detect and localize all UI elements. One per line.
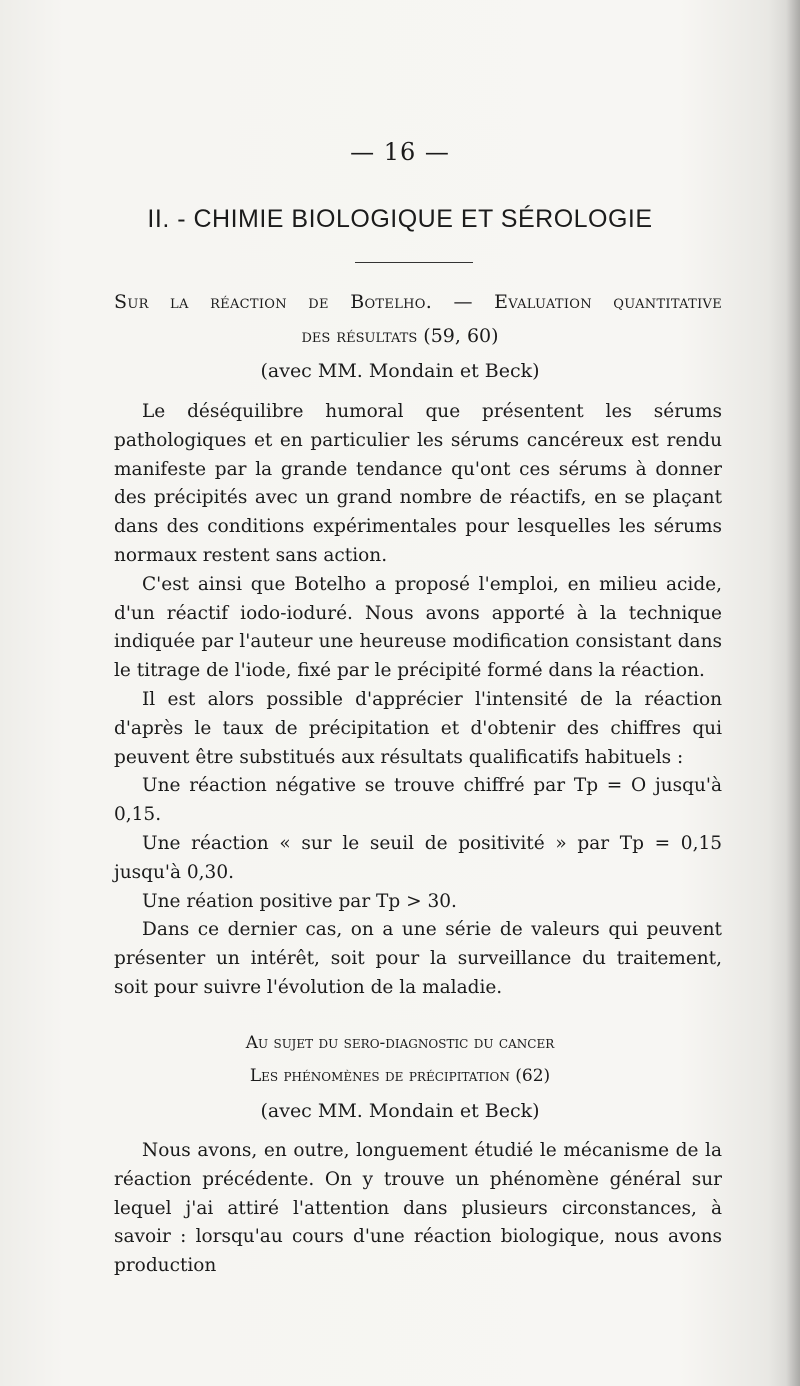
article1-title-line1: Sur la réaction de Botelho. — Evaluation quantitative — [114, 291, 722, 313]
article2-authors: (avec MM. Mondain et Beck) — [260, 1100, 540, 1122]
article1-authors: (avec MM. Mondain et Beck) — [260, 360, 540, 382]
section-title: II. - CHIMIE BIOLOGIQUE ET SÉROLOGIE — [147, 205, 653, 233]
paragraph: Une réaction négative se trouve chiffré par Tp = O jusqu'à 0,15. — [114, 775, 722, 826]
paragraph: Le déséquilibre humoral que présentent les sérums pathologiques et en particulier les sérums cancéreux est rendu manifeste par la grande tendance qu'ont ces sérums à donner des précipités avec un grand nombre de réactifs, en se plaçant dans des conditions expérimentales pour lesquelles les sérums normaux restent sans action. — [114, 401, 722, 566]
title-rule — [355, 262, 473, 263]
article2-title-line1: Au sujet du sero-diagnostic du cancer — [245, 1033, 555, 1053]
paragraph: Une réation positive par Tp > 30. — [142, 890, 457, 912]
page-number: — 16 — — [350, 138, 450, 166]
paragraph: Dans ce dernier cas, on a une série de valeurs qui peuvent présenter un intérêt, soit pour la surveillance du traitement, soit pour suivre l'évolution de la maladie. — [114, 919, 722, 998]
paragraph: Nous avons, en outre, longuement étudié le mécanisme de la réaction précédente. On y trouve un phénomène général sur lequel j'ai attiré l'attention dans plusieurs circonstances, à savoir : lorsqu'au cours d'une réaction biologique, nous avons production — [114, 1140, 722, 1277]
paragraph: C'est ainsi que Botelho a proposé l'emploi, en milieu acide, d'un réactif iodo-ioduré. Nous avons apporté à la technique indiquée par l'auteur une heureuse modification consistant dans le titrage de l'iode, fixé par le précipité formé dans la réaction. — [114, 573, 722, 682]
article2-body — [114, 1137, 722, 1281]
article1-title-line2: des résultats (59, 60) — [301, 325, 499, 347]
paragraph: Il est alors possible d'apprécier l'intensité de la réaction d'après le taux de précipitation et d'obtenir des chiffres qui peuvent être substitués aux résultats qualificatifs habituels : — [114, 688, 722, 768]
paragraph: Une réaction « sur le seuil de positivité » par Tp = 0,15 jusqu'à 0,30. — [114, 832, 722, 883]
article2-title-line2: Les phénomènes de précipitation (62) — [249, 1066, 551, 1086]
article1-body — [114, 398, 722, 1003]
